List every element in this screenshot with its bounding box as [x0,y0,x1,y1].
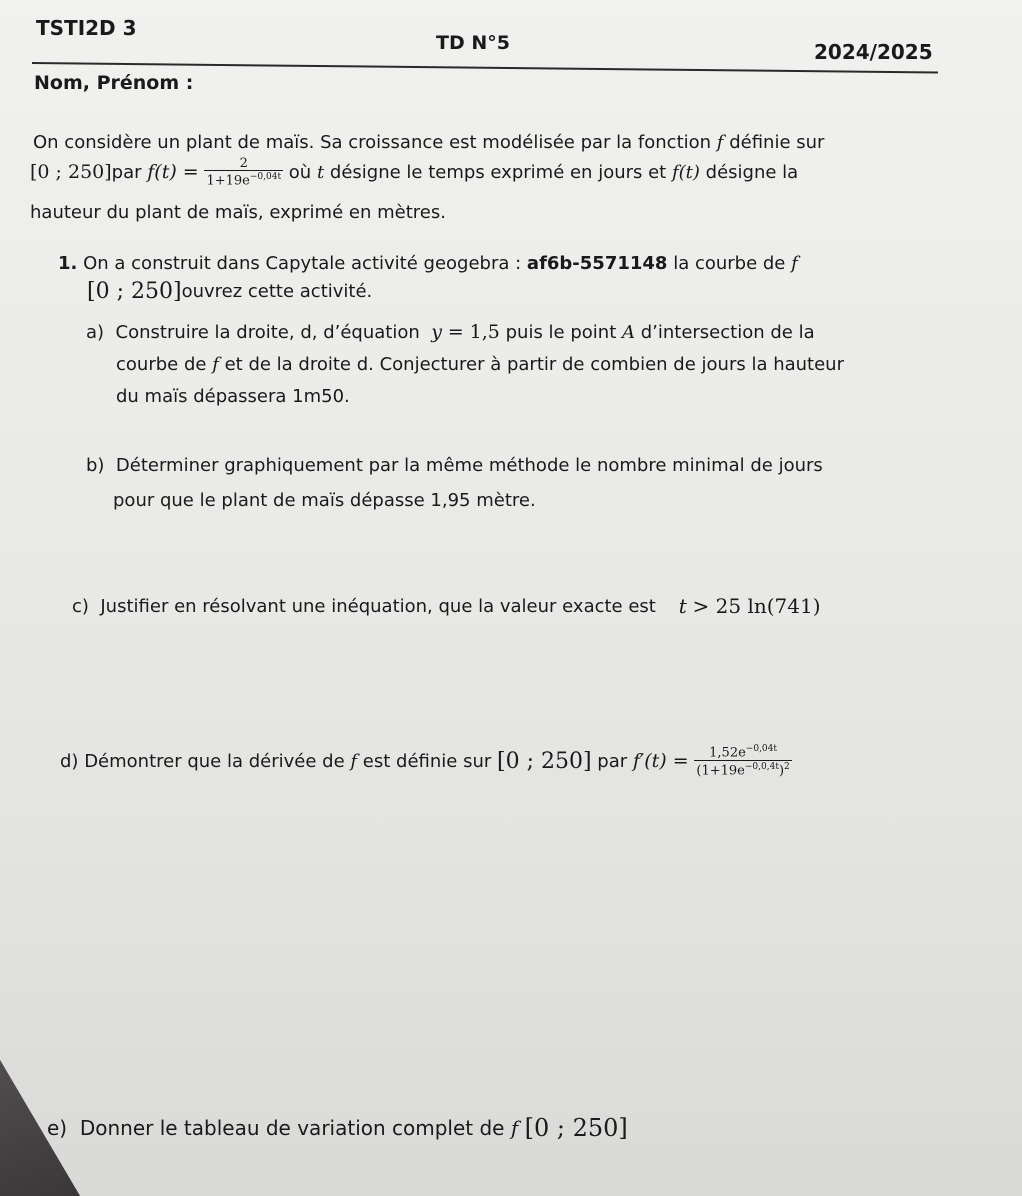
intro-line2-end: désigne la [705,161,799,183]
f-symbol: f [212,354,219,375]
qa-label: a) [86,322,105,343]
qe-label: e) [47,1116,68,1140]
par-word: par [597,750,628,772]
interval: [0 ; 250] [30,161,112,183]
derivative-denominator [694,760,791,777]
denominator-exponent: −0,0,4t [744,761,779,772]
q1-line-2 [87,279,372,304]
derivative-fraction [694,745,791,777]
point-a-symbol: A [621,322,635,343]
qb-line-2: pour que le plant de maïs dépasse 1,95 mètre. [113,490,536,511]
qa-line-3: du maïs dépassera 1m50. [116,386,350,407]
par-word: par [111,161,142,183]
qd-label: d) [60,750,79,772]
qd-text-mid: est définie sur [362,750,492,772]
q1-line2-text: ouvrez cette activité. [181,281,373,302]
interval: [0 ; 250] [497,748,592,774]
denominator-base: 1+19e [206,173,250,189]
qc-line-1 [72,594,821,618]
qa-line-1 [86,321,815,343]
t-symbol: t [316,161,325,183]
qa-text-end: d’intersection de la [640,322,815,343]
geogebra-code: af6b-5571148 [526,253,668,274]
qa-text-mid: puis le point [505,322,617,343]
qc-label: c) [72,595,89,617]
q1-line-1 [58,253,798,274]
denominator-exponent: −0,04t [249,171,282,182]
qe-line-1 [47,1114,628,1142]
qe-text: Donner le tableau de variation complet de [79,1116,505,1140]
intro-line-1 [33,132,824,153]
ou-word: où [288,161,312,183]
inequality: > 25 ln(741) [692,594,821,618]
intro-text: On considère un plant de maïs. Sa croissance est modélisée par la fonction [33,132,712,153]
f-fraction [204,157,283,187]
name-label: Nom, Prénom : [34,72,194,94]
qa-line2-end: et de la droite d. Conjecturer à partir de combien de jours la hauteur [224,354,844,375]
intro-text-end: définie sur [729,132,825,153]
qa-line-2 [116,354,844,375]
q1-text-end: la courbe de [673,253,786,274]
f-symbol: f [350,750,358,772]
intro-line-2 [30,152,798,192]
y-symbol: y [431,321,442,343]
qb-label: b) [86,455,105,476]
denominator-close: ) [778,762,785,778]
q1-number: 1. [58,253,78,274]
interval: [0 ; 250] [524,1114,628,1142]
f-symbol: f [791,253,798,274]
class-label: TSTI2D 3 [36,16,137,40]
qc-text: Justifier en résolvant une inéquation, que la valeur exacte est [100,595,656,617]
q1-text: On a construit dans Capytale activité geogebra : [83,253,522,274]
denominator-square: 2 [784,761,790,772]
school-year: 2024/2025 [814,40,933,64]
td-label: TD N°5 [436,32,510,54]
qd-line-1 [60,736,792,786]
qb-line-1 [86,455,823,476]
ft-symbol: f(t) [671,161,700,183]
intro-line2-text: désigne le temps exprimé en jours et [329,161,667,183]
qb-text: Déterminer graphiquement par la même méthode le nombre minimal de jours [115,455,823,476]
intro-line-3: hauteur du plant de maïs, exprimé en mètres. [30,202,446,223]
interval: [0 ; 250] [87,279,182,304]
numerator-exponent: −0,04t [745,744,777,755]
equation-value: = 1,5 [447,321,500,343]
qd-text: Démontrer que la dérivée de [84,750,345,772]
f-definition-lhs: f(t) = [147,161,199,183]
f-symbol: f [716,132,724,153]
t-symbol: t [678,594,687,618]
derivative-numerator [694,745,791,759]
f-symbol: f [510,1116,519,1140]
derivative-lhs: f′(t) = [632,750,689,772]
qa-text: Construire la droite, d, d’équation [115,322,420,343]
fraction-denominator [204,170,283,187]
qa-line2-start: courbe de [116,354,207,375]
fraction-numerator: 2 [239,155,248,171]
denominator-base: (1+19e [696,762,745,778]
numerator-base: 1,52e [709,745,746,761]
